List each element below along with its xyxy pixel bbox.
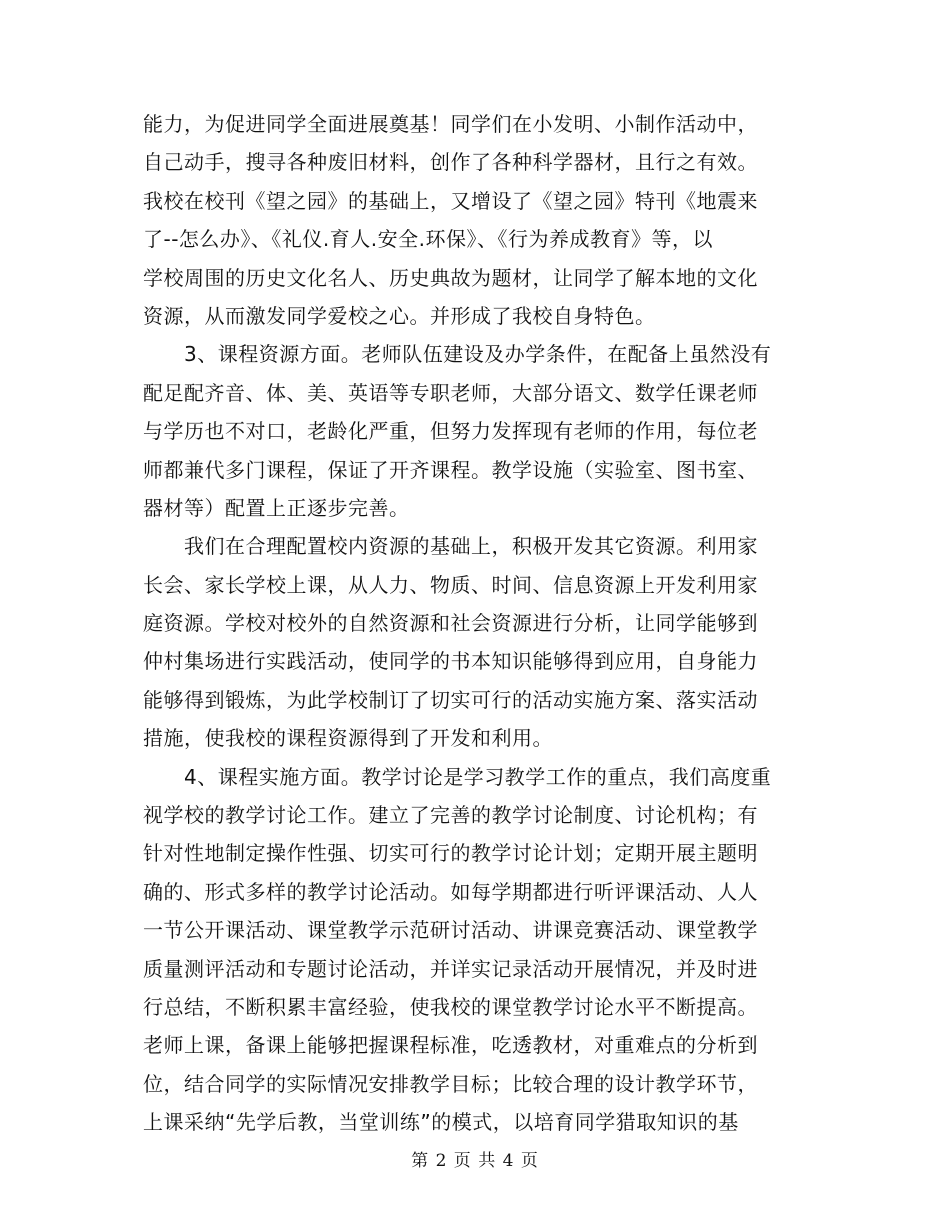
text-line: 上课采纳“先学后教，当堂训练”的模式，以培育同学猎取知识的基 (143, 1110, 739, 1135)
text-line: 器材等）配置上正逐步完善。 (143, 495, 410, 520)
text-line: 能力，为促进同学全面进展奠基！同学们在小发明、小制作活动中， (143, 112, 758, 136)
text-line: 视学校的教学讨论工作。建立了完善的教学讨论制度、讨论机构；有 (143, 803, 758, 828)
text-line: 4、课程实施方面。教学讨论是学习教学工作的重点，我们高度重 (143, 764, 772, 789)
text-line: 资源，从而激发同学爱校之心。并形成了我校自身特色。 (143, 303, 656, 328)
body-text (143, 105, 813, 1142)
text-line: 与学历也不对口，老龄化严重，但努力发挥现有老师的作用，每位老 (143, 419, 758, 444)
text-line: 3、课程资源方面。老师队伍建设及办学条件，在配备上虽然没有 (143, 342, 772, 367)
text-line: 师都兼代多门课程，保证了开齐课程。教学设施（实验室、图书室、 (143, 457, 758, 482)
text-line: 能够得到锻炼，为此学校制订了切实可行的活动实施方案、落实活动 (143, 687, 758, 712)
text-line: 针对性地制定操作性强、切实可行的教学讨论计划；定期开展主题明 (143, 841, 758, 866)
text-line: 质量测评活动和专题讨论活动，并详实记录活动开展情况，并及时进 (143, 956, 758, 981)
text-line: 长会、家长学校上课，从人力、物质、时间、信息资源上开发利用家 (143, 572, 758, 597)
text-line: 了--怎么办》、《礼仪.育人.安全.环保》、《行为养成教育》等，以 (143, 227, 714, 252)
text-line: 我校在校刊《望之园》的基础上，又增设了《望之园》特刊《地震来 (143, 188, 758, 213)
text-line: 配足配齐音、体、美、英语等专职老师，大部分语文、数学任课老师 (143, 380, 758, 405)
text-line: 措施，使我校的课程资源得到了开发和利用。 (143, 726, 553, 751)
text-line: 学校周围的历史文化名人、历史典故为题材，让同学了解本地的文化 (143, 265, 758, 290)
text-line: 仲村集场进行实践活动，使同学的书本知识能够得到应用，自身能力 (143, 649, 758, 674)
text-line: 我们在合理配置校内资源的基础上，积极开发其它资源。利用家 (143, 534, 758, 559)
text-line: 位，结合同学的实际情况安排教学目标；比较合理的设计教学环节， (143, 1071, 758, 1096)
text-line: 庭资源。学校对校外的自然资源和社会资源进行分析，让同学能够到 (143, 611, 758, 636)
page-number-footer: 第 2 页 共 4 页 (411, 1151, 539, 1171)
text-line: 自己动手，搜寻各种废旧材料，创作了各种科学器材，且行之有效。 (143, 150, 758, 175)
text-line: 老师上课，备课上能够把握课程标准，吃透教材，对重难点的分析到 (143, 1033, 758, 1058)
text-line: 行总结，不断积累丰富经验，使我校的课堂教学讨论水平不断提高。 (143, 994, 758, 1019)
text-line: 一节公开课活动、课堂教学示范研讨活动、讲课竞赛活动、课堂教学 (143, 918, 758, 943)
text-line: 确的、形式多样的教学讨论活动。如每学期都进行听评课活动、人人 (143, 879, 758, 904)
